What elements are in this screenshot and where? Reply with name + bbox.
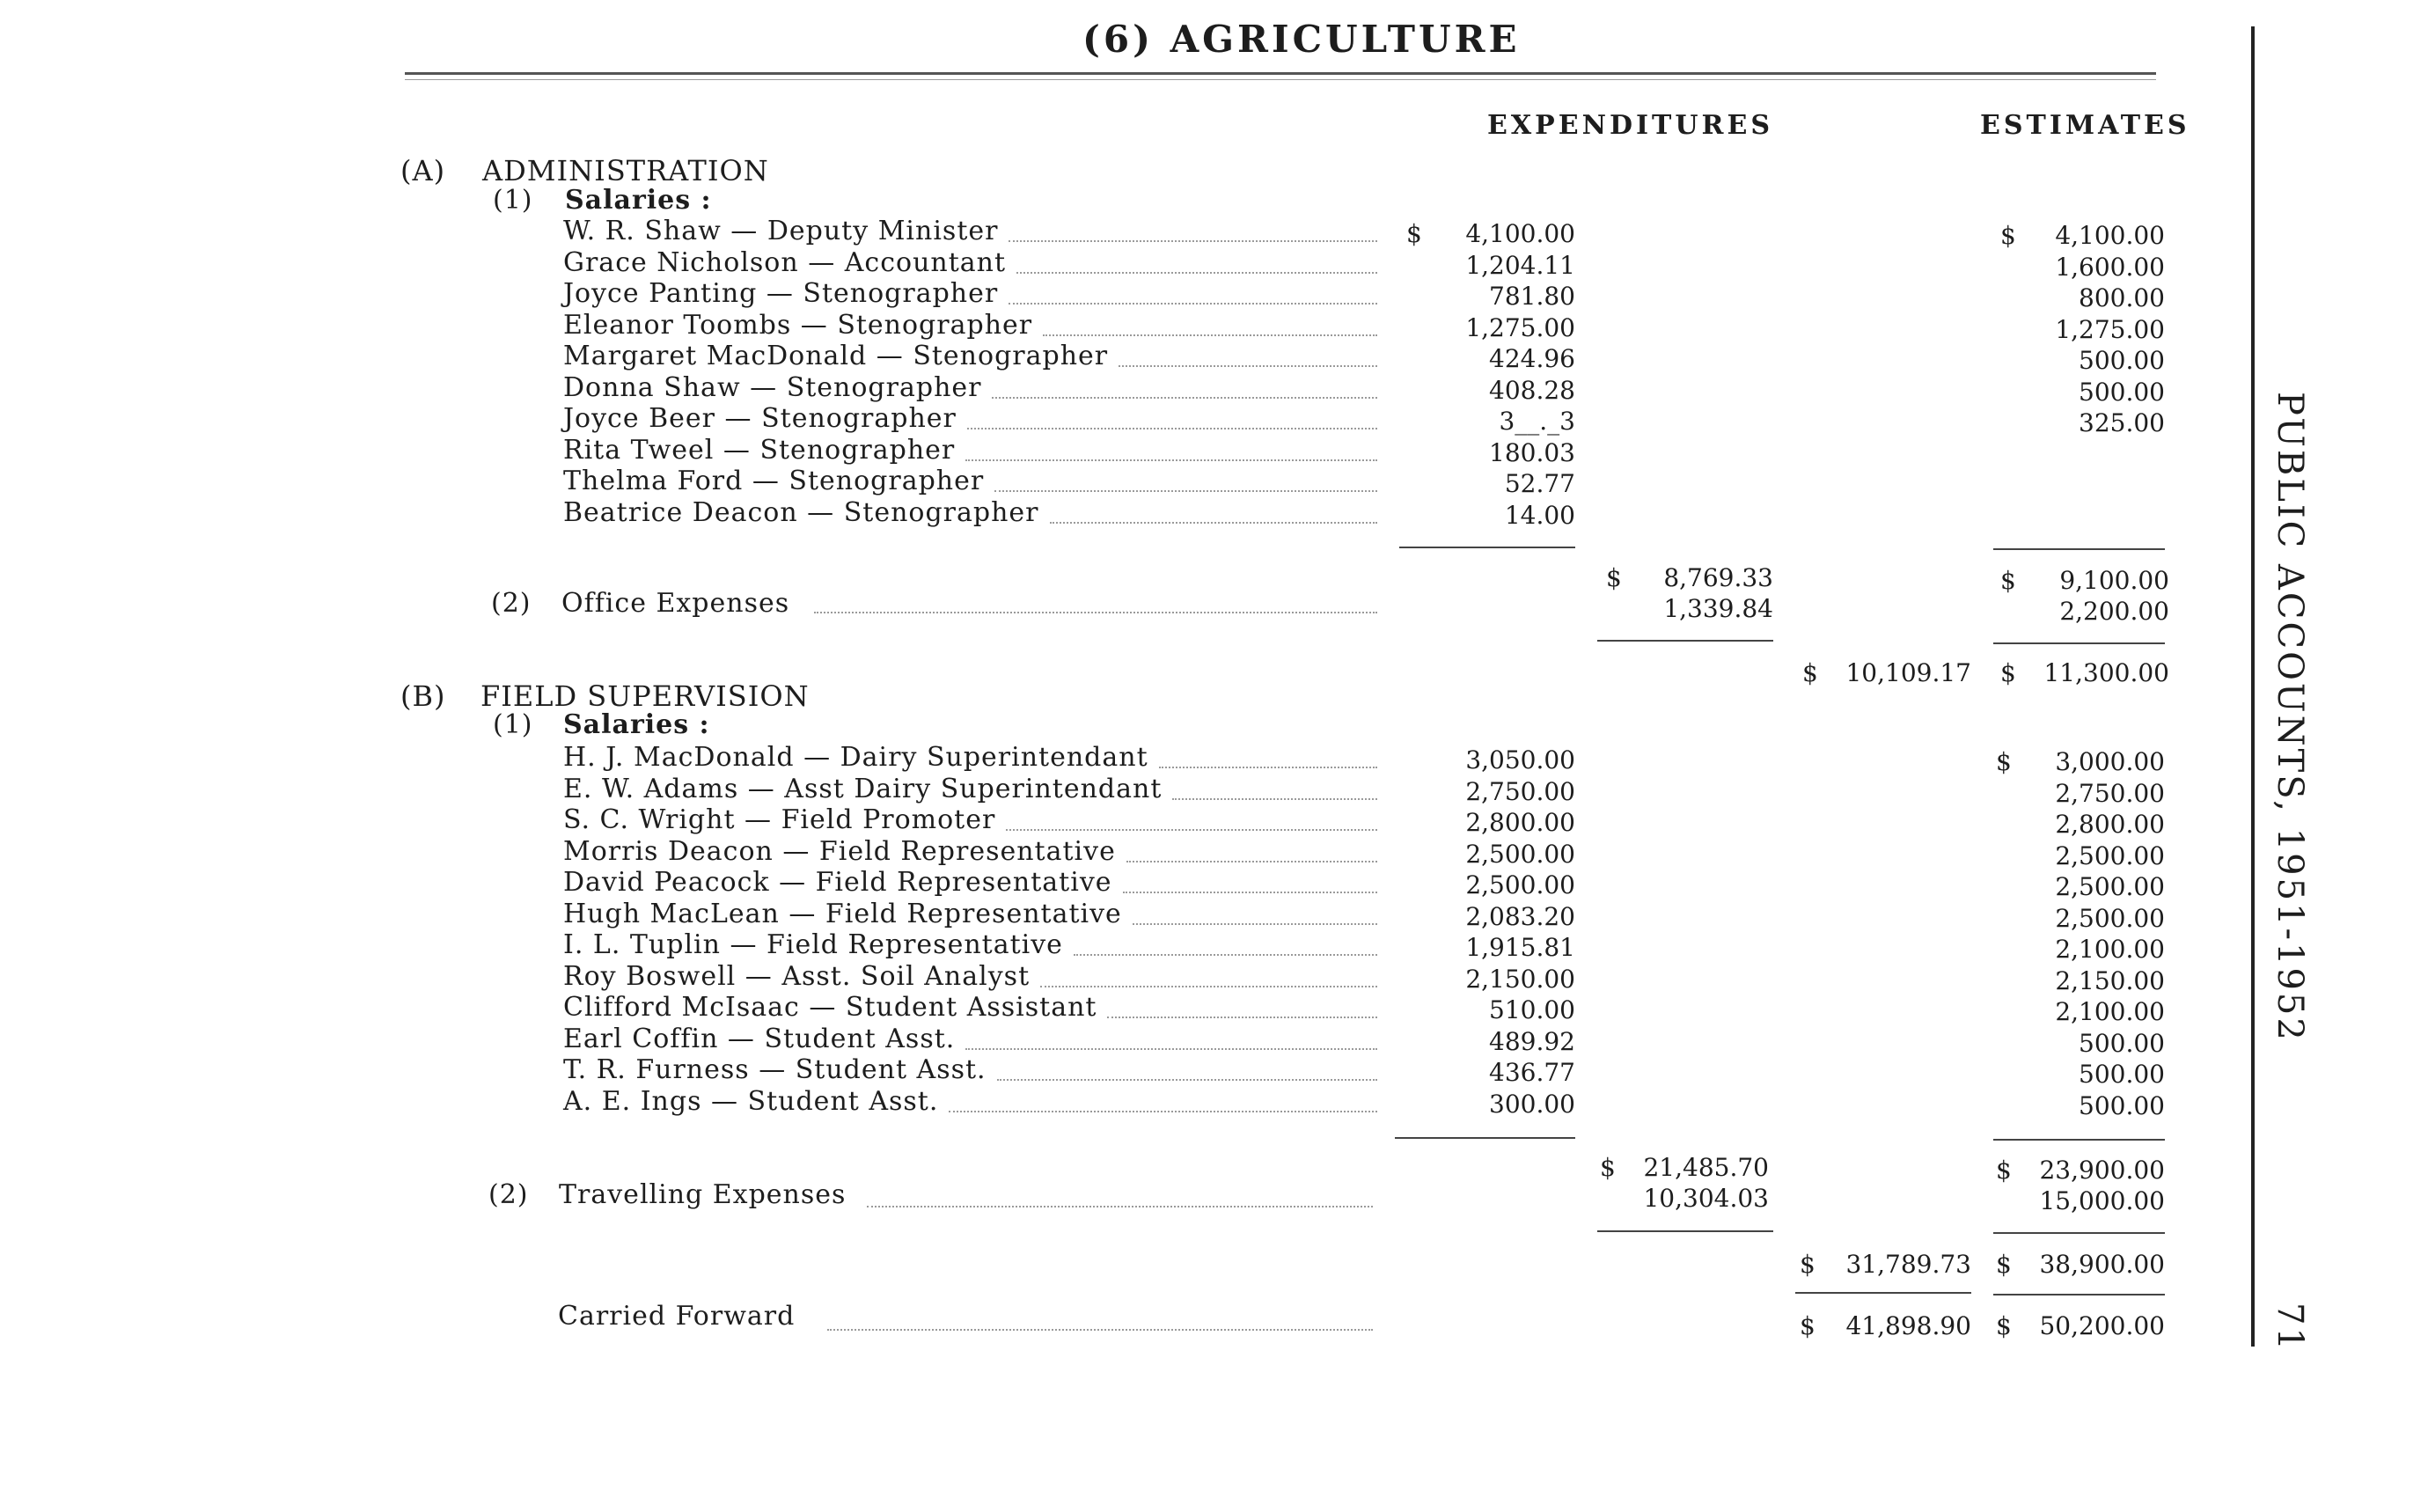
b-total-est-dollar: $ — [1996, 1250, 2012, 1279]
salary-row-estimate: 1,600.00 — [2055, 252, 2165, 282]
a-total-exp: 10,109.17 — [1845, 658, 1971, 687]
salary-row-label: Joyce Panting — Stenographer — [563, 278, 999, 309]
leader-dots — [1006, 829, 1377, 831]
b-total-est: 38,900.00 — [2039, 1250, 2165, 1279]
salary-row-estimate: 2,100.00 — [2055, 997, 2165, 1026]
leader-dots — [994, 490, 1377, 492]
salary-row-expenditure: 2,500.00 — [1465, 870, 1575, 899]
salary-row-expenditure: 3,050.00 — [1465, 745, 1575, 774]
leader-dots — [949, 1111, 1377, 1112]
office-label: Office Expenses — [561, 588, 790, 619]
salary-row-label: Donna Shaw — Stenographer — [563, 371, 982, 403]
salary-row-expenditure: 2,083.20 — [1465, 901, 1575, 931]
salary-row-estimate: 2,500.00 — [2055, 903, 2165, 933]
carried-forward-leader — [827, 1329, 1373, 1331]
first-row-est-dollar: $ — [1996, 747, 2012, 776]
cf-est-rule — [1993, 1294, 2165, 1295]
office-exp: 1,339.84 — [1663, 594, 1773, 623]
salary-row-expenditure: 1,275.00 — [1465, 312, 1575, 342]
section-b-marker: (B) — [400, 679, 446, 713]
leader-dots — [997, 1079, 1377, 1081]
office-est: 2,200.00 — [2059, 597, 2169, 626]
section-a-title: ADMINISTRATION — [482, 154, 769, 187]
first-row-est-dollar: $ — [2000, 221, 2016, 250]
running-head: PUBLIC ACCOUNTS, 1951-1952 — [2270, 392, 2310, 1043]
section-b-title: FIELD SUPERVISION — [480, 679, 810, 713]
a-total-dollar: $ — [1802, 658, 1818, 687]
salary-row-estimate: 2,750.00 — [2055, 778, 2165, 808]
leader-dots — [1043, 334, 1377, 336]
leader-dots — [965, 1048, 1377, 1050]
salary-row-label: Morris Deacon — Field Representative — [563, 835, 1116, 867]
leader-dots — [1050, 522, 1377, 524]
salary-row-expenditure: 1,915.81 — [1465, 933, 1575, 962]
travel-marker: (2) — [488, 1179, 529, 1210]
salary-row-label: Margaret MacDonald — Stenographer — [563, 341, 1109, 371]
salary-row-label: Roy Boswell — Asst. Soil Analyst — [563, 960, 1031, 992]
a-salaries-total-est: 9,100.00 — [2059, 566, 2169, 595]
section-a-salaries-marker: (1) — [493, 185, 533, 216]
carried-forward-est: 50,200.00 — [2039, 1311, 2165, 1340]
a-salaries-total-est-dollar: $ — [2000, 566, 2016, 595]
salary-row-estimate: 500.00 — [2079, 346, 2165, 375]
salary-row-estimate: 4,100.00 — [2055, 221, 2165, 250]
salary-row-label: T. R. Furness — Student Asst. — [563, 1054, 987, 1085]
b-est-total-rule — [1993, 1232, 2165, 1234]
leader-dots — [1133, 923, 1377, 925]
salary-row-estimate: 500.00 — [2079, 1090, 2165, 1120]
section-a-salaries-label: Salaries : — [565, 185, 712, 216]
salary-row-expenditure: 300.00 — [1489, 1089, 1575, 1119]
leader-dots — [1074, 954, 1377, 956]
salary-row-label: Eleanor Toombs — Stenographer — [563, 309, 1033, 341]
leader-dots — [1040, 986, 1377, 987]
page-number: 71 — [2270, 1303, 2310, 1353]
salary-row-expenditure: 489.92 — [1489, 1026, 1575, 1056]
expenditures-header: EXPENDITURES — [1487, 110, 1773, 141]
salary-row-label: Rita Tweel — Stenographer — [563, 434, 956, 466]
salary-row-estimate: 2,150.00 — [2055, 965, 2165, 995]
salary-row-expenditure: 2,150.00 — [1465, 964, 1575, 994]
b-total-dollar: $ — [1800, 1250, 1815, 1279]
salary-row-expenditure: 510.00 — [1489, 995, 1575, 1024]
margin-rule — [2251, 26, 2255, 1347]
leader-dots — [1159, 767, 1377, 768]
salary-row-label: A. E. Ings — Student Asst. — [563, 1085, 939, 1117]
salary-row-estimate: 2,800.00 — [2055, 810, 2165, 839]
salary-row-label: Hugh MacLean — Field Representative — [563, 898, 1122, 929]
b-salaries-total-dollar: $ — [1600, 1153, 1616, 1182]
a-exp-total-rule — [1597, 640, 1773, 642]
b-est-subtotal-rule — [1993, 1139, 2165, 1141]
salary-row-label: Grace Nicholson — Accountant — [563, 246, 1007, 278]
leader-dots — [992, 397, 1377, 399]
b-salaries-total-exp: 21,485.70 — [1643, 1153, 1769, 1182]
salary-row-label: Beatrice Deacon — Stenographer — [563, 496, 1039, 528]
salary-row-estimate: 500.00 — [2079, 377, 2165, 407]
section-a-marker: (A) — [400, 154, 446, 187]
salary-row-estimate: 500.00 — [2079, 1060, 2165, 1089]
page-title: (6) AGRICULTURE — [1082, 18, 1521, 61]
carried-forward-exp: 41,898.90 — [1845, 1311, 1971, 1340]
travel-label: Travelling Expenses — [559, 1179, 847, 1210]
salary-row-label: I. L. Tuplin — Field Representative — [563, 929, 1063, 960]
salary-row-estimate: 325.00 — [2079, 408, 2165, 437]
salary-row-estimate: 1,275.00 — [2055, 314, 2165, 344]
leader-dots — [1172, 798, 1377, 800]
a-salaries-total-dollar: $ — [1606, 563, 1622, 592]
leader-dots — [965, 459, 1377, 461]
b-salaries-total-est-dollar: $ — [1996, 1156, 2012, 1185]
salary-row-label: Earl Coffin — Student Asst. — [563, 1023, 956, 1054]
salary-row-label: Joyce Beer — Stenographer — [563, 403, 957, 434]
salary-row-label: Clifford McIsaac — Student Assistant — [563, 992, 1097, 1023]
salary-row-expenditure: 14.00 — [1504, 500, 1575, 530]
salary-row-estimate: 2,500.00 — [2055, 872, 2165, 901]
salary-row-expenditure: 436.77 — [1489, 1058, 1575, 1087]
a-est-subtotal-rule — [1993, 548, 2165, 550]
b-exp-total-rule — [1597, 1230, 1773, 1232]
first-row-dollar: $ — [1406, 219, 1422, 248]
leader-dots — [1016, 272, 1377, 274]
office-leader — [814, 612, 1377, 613]
salary-row-expenditure: 180.03 — [1489, 437, 1575, 467]
salary-row-expenditure: 52.77 — [1504, 469, 1575, 498]
salary-row-expenditure: 4,100.00 — [1465, 219, 1575, 248]
salary-row-estimate: 500.00 — [2079, 1028, 2165, 1058]
section-b-salaries-marker: (1) — [493, 709, 533, 740]
salary-row-label: S. C. Wright — Field Promoter — [563, 804, 996, 835]
cf-exp-rule — [1795, 1292, 1971, 1294]
salary-row-estimate: 3,000.00 — [2055, 747, 2165, 776]
salary-row-expenditure: 2,800.00 — [1465, 808, 1575, 837]
b-total-exp: 31,789.73 — [1845, 1250, 1971, 1279]
salary-row-label: E. W. Adams — Asst Dairy Superintendant — [563, 773, 1163, 804]
b-salaries-subtotal-rule — [1395, 1137, 1575, 1139]
salary-row-label: H. J. MacDonald — Dairy Superintendant — [563, 742, 1148, 773]
carried-forward-label: Carried Forward — [558, 1301, 796, 1332]
title-rule-2 — [405, 79, 2156, 80]
carried-forward-dollar: $ — [1800, 1311, 1815, 1340]
salary-row-estimate: 800.00 — [2079, 283, 2165, 312]
leader-dots — [1119, 365, 1377, 367]
leader-dots — [1107, 1017, 1377, 1018]
salary-row-estimate: 2,500.00 — [2055, 840, 2165, 870]
salary-row-expenditure: 781.80 — [1489, 282, 1575, 311]
salary-row-label: David Peacock — Field Representative — [563, 867, 1112, 898]
leader-dots — [1009, 240, 1377, 242]
section-b-salaries-label: Salaries : — [563, 709, 710, 740]
a-salaries-total-exp: 8,769.33 — [1663, 563, 1773, 592]
leader-dots — [1126, 861, 1377, 862]
a-total-est-dollar: $ — [2000, 658, 2016, 687]
a-salaries-subtotal-rule — [1399, 547, 1575, 548]
salary-row-expenditure: 3__._3 — [1499, 407, 1575, 436]
salary-row-estimate: 2,100.00 — [2055, 935, 2165, 964]
leader-dots — [1009, 303, 1377, 305]
title-rule — [405, 72, 2156, 75]
travel-est: 15,000.00 — [2039, 1186, 2165, 1215]
salary-row-expenditure: 424.96 — [1489, 344, 1575, 373]
travel-leader — [867, 1206, 1373, 1207]
travel-exp: 10,304.03 — [1643, 1184, 1769, 1213]
carried-forward-est-dollar: $ — [1996, 1311, 2012, 1340]
salary-row-expenditure: 408.28 — [1489, 375, 1575, 405]
leader-dots — [1123, 892, 1377, 893]
salary-row-label: W. R. Shaw — Deputy Minister — [563, 216, 999, 246]
b-salaries-total-est: 23,900.00 — [2039, 1156, 2165, 1185]
office-marker: (2) — [491, 588, 532, 619]
salary-row-expenditure: 2,500.00 — [1465, 839, 1575, 869]
estimates-header: ESTIMATES — [1980, 110, 2190, 141]
salary-row-expenditure: 1,204.11 — [1465, 250, 1575, 280]
salary-row-label: Thelma Ford — Stenographer — [563, 466, 985, 496]
a-est-total-rule — [1993, 642, 2165, 644]
a-total-est: 11,300.00 — [2043, 658, 2169, 687]
leader-dots — [967, 428, 1377, 429]
salary-row-expenditure: 2,750.00 — [1465, 776, 1575, 806]
